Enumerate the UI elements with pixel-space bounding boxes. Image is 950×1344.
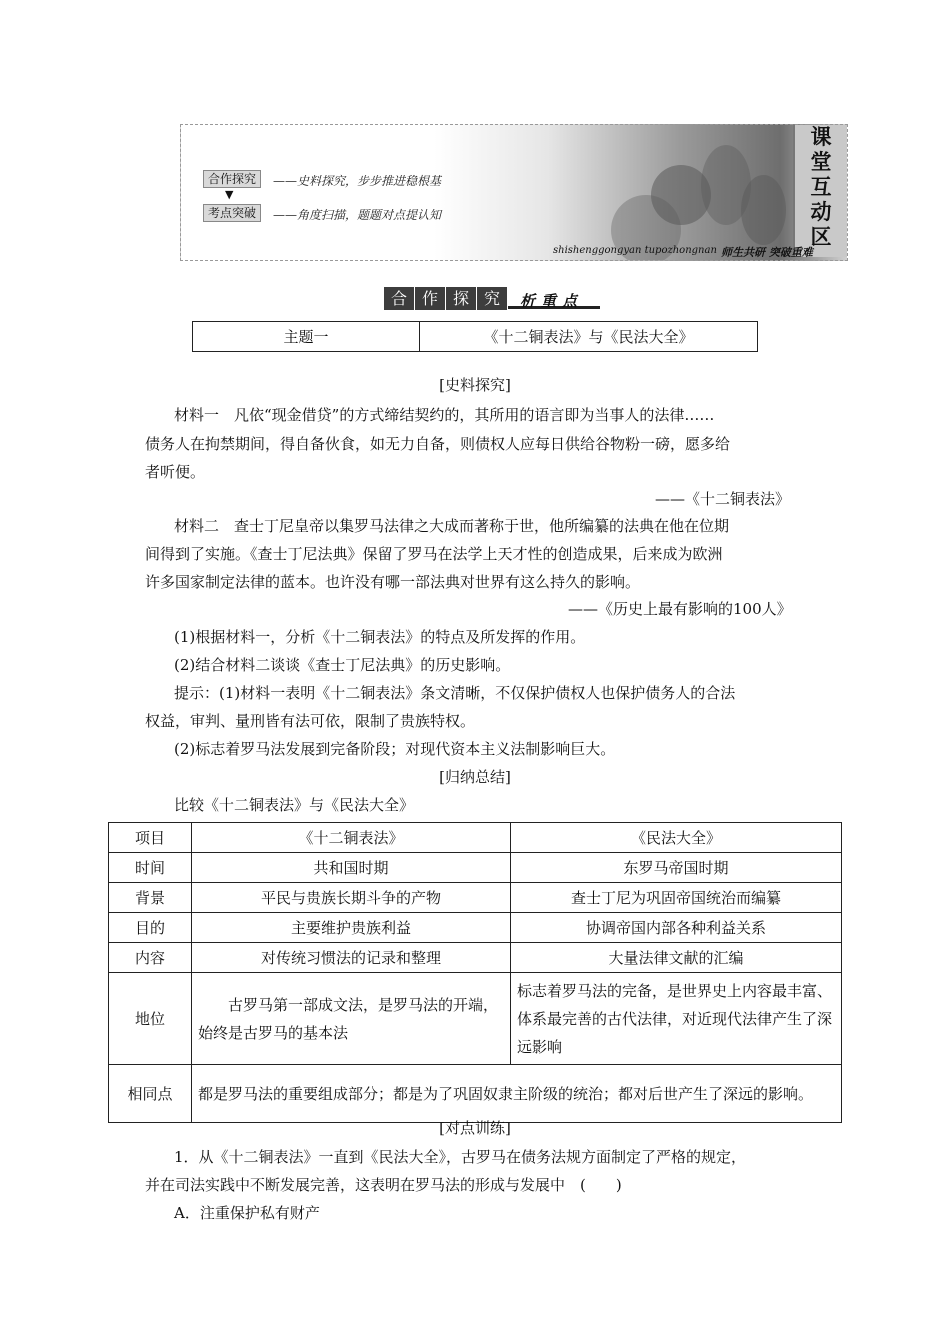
section-char: 合 [384, 287, 414, 310]
down-arrow-icon: ▼ [225, 188, 234, 201]
table-row: 内容 对传统习惯法的记录和整理 大量法律文献的汇编 [109, 943, 842, 973]
material-1-source: ——《十二铜表法》 [655, 490, 791, 508]
summary-intro: 比较《十二铜表法》与《民法大全》 [174, 796, 415, 814]
compare-table [108, 822, 842, 1123]
banner-slogan: 师生共研 突破重难 [721, 246, 813, 259]
table-row: 地位 古罗马第一部成文法，是罗马法的开端，始终是古罗马的基本法 标志着罗马法的完备，是世界史上内容最丰富、体系最完善的古代法律，对近现代法律产生了深远影响 [109, 973, 842, 1065]
common-label: 相同点 [109, 1065, 192, 1123]
section-char: 探 [446, 287, 476, 310]
question-1: (1)根据材料一，分析《十二铜表法》的特点及所发挥的作用。 [174, 628, 586, 646]
option-a: A．注重保护私有财产 [174, 1204, 320, 1222]
section-char: 究 [477, 287, 507, 310]
section-banner [180, 124, 848, 261]
material-1-line: 债务人在拘禁期间，得自备伙食，如无力自备，则债权人应每日供给谷物粉一磅，愿多给 [145, 435, 731, 453]
tag-hezuo: 合作探究 [203, 170, 261, 188]
question-2: (2)结合材料二谈谈《查士丁尼法典》的历史影响。 [174, 656, 511, 674]
vertical-title: 课 堂 互 动 区 [793, 125, 847, 257]
table-header: 《十二铜表法》 [192, 823, 511, 853]
banner-pinyin: shishenggongyan tupozhongnan [553, 245, 717, 256]
table-header: 项目 [109, 823, 192, 853]
section-subtitle: 析重点 [520, 292, 584, 310]
material-2-source: ——《历史上最有影响的100人》 [568, 600, 792, 618]
material-2-line: 材料二 查士丁尼皇帝以集罗马法律之大成而著称于世，他所编纂的法典在他在位期 [174, 517, 730, 535]
material-1-line: 者听便。 [145, 463, 206, 481]
table-row [109, 1065, 842, 1123]
table-row: 目的 主要维护贵族利益 协调帝国内部各种利益关系 [109, 913, 842, 943]
topic-table [192, 321, 758, 352]
shiliao-heading: [史料探究] [439, 376, 511, 394]
material-2-line: 许多国家制定法律的蓝本。也许没有哪一部法典对世界有这么持久的影响。 [145, 573, 641, 591]
practice-question-line: 并在司法实践中不断发展完善，这表明在罗马法的形成与发展中 ( ) [145, 1176, 622, 1194]
topic-label: 主题一 [193, 322, 420, 352]
common-text: 都是罗马法的重要组成部分；都是为了巩固奴隶主阶级的统治；都对后世产生了深远的影响。 [192, 1065, 842, 1123]
hint-line: 提示：(1)材料一表明《十二铜表法》条文清晰，不仅保护债权人也保护债务人的合法 [174, 684, 736, 702]
section-char: 作 [415, 287, 445, 310]
tag-hezuo-text: ——史料探究，步步推进稳根基 [273, 174, 442, 188]
hint-line: 权益，审判、量刑皆有法可依，限制了贵族特权。 [145, 712, 476, 730]
summary-heading: [归纳总结] [439, 768, 511, 786]
practice-question-line: 1．从《十二铜表法》一直到《民法大全》，古罗马在债务法规方面制定了严格的规定， [174, 1148, 747, 1166]
practice-heading: [对点训练] [439, 1119, 511, 1137]
material-1-line: 材料一 凡依“现金借贷”的方式缔结契约的，其所用的语言即为当事人的法律…… [174, 406, 715, 424]
material-2-line: 间得到了实施。《查士丁尼法典》保留了罗马在法学上天才性的创造成果，后来成为欧洲 [145, 545, 723, 563]
vertical-title-char: 区 [810, 225, 832, 249]
table-row: 时间 共和国时期 东罗马帝国时期 [109, 853, 842, 883]
tag-kaodian-text: ——角度扫描，题题对点提认知 [273, 208, 442, 222]
topic-title: 《十二铜表法》与《民法大全》 [420, 322, 758, 352]
table-row: 背景 平民与贵族长期斗争的产物 查士丁尼为巩固帝国统治而编纂 [109, 883, 842, 913]
hint-line: (2)标志着罗马法发展到完备阶段；对现代资本主义法制影响巨大。 [174, 740, 616, 758]
table-header: 《民法大全》 [511, 823, 842, 853]
tag-kaodian: 考点突破 [203, 204, 261, 222]
